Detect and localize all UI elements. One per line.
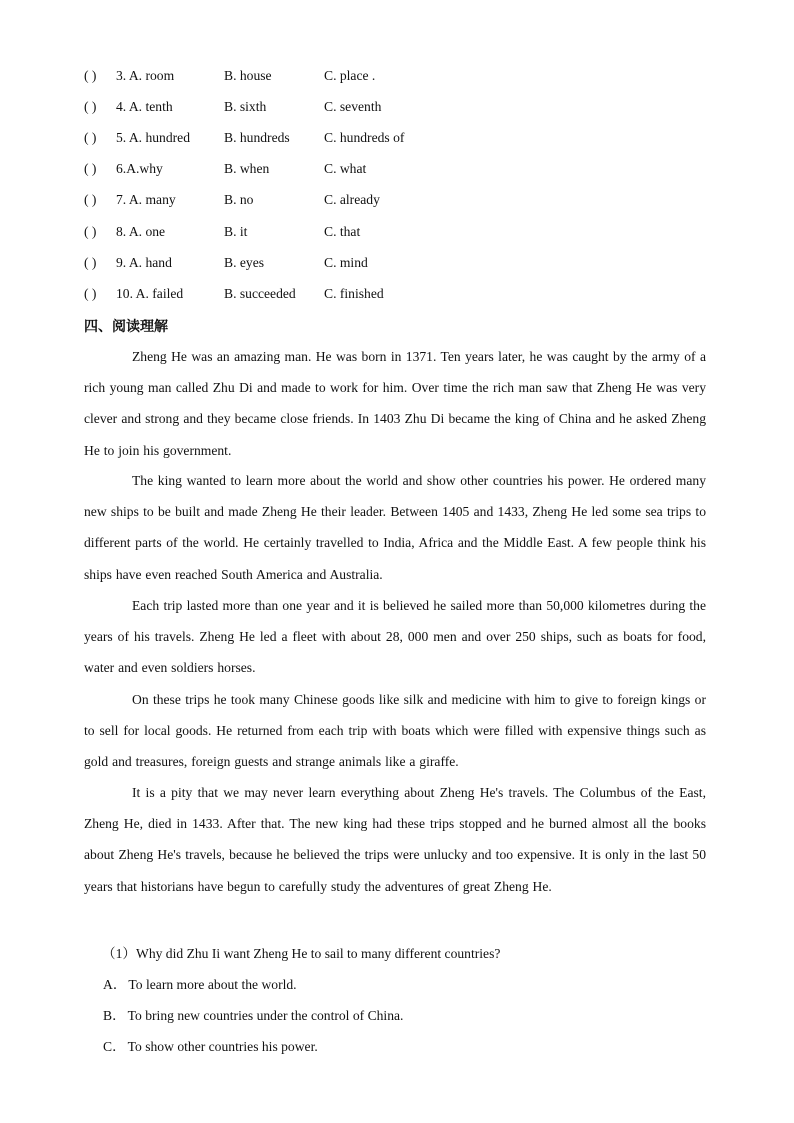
option-a: 3. A. room	[116, 68, 175, 83]
question-choice-c	[103, 1035, 318, 1055]
answer-paren: ( )	[84, 161, 97, 176]
option-a: 9. A. hand	[116, 255, 172, 270]
option-a: 10. A. failed	[116, 286, 184, 301]
choice-text: To bring new countries under the control of China.	[127, 1008, 404, 1023]
option-c: C. mind	[324, 255, 368, 270]
choice-text: To show other countries his power.	[127, 1039, 318, 1054]
answer-paren: ( )	[84, 255, 97, 270]
choice-text: To learn more about the world.	[128, 977, 297, 992]
option-a: 4. A. tenth	[116, 99, 173, 114]
question-choice-a	[103, 973, 297, 993]
option-c: C. what	[324, 161, 367, 176]
reading-paragraph-5: It is a pity that we may never learn everything about Zheng He's travels. The Columbus of the East, Zheng He, died in 1433. After that. The new king had these trips stopped and he burned almost all the books about Zheng He's travels, because he believed the trips were unlucky and too expensive. It is only in the last 50 years that historians have begun to carefully study the adventures of great Zheng He.	[84, 785, 706, 894]
answer-paren: ( )	[84, 286, 97, 301]
choice-label: B．	[103, 1008, 126, 1023]
option-b: B. sixth	[224, 99, 267, 114]
answer-paren: ( )	[84, 68, 97, 83]
choice-label: A．	[103, 977, 127, 992]
reading-paragraph-1: Zheng He was an amazing man. He was born in 1371. Ten years later, he was caught by the army of a rich young man called Zhu Di and made to work for him. Over time the rich man saw that Zheng He was very clever and strong and they became close friends. In 1403 Zhu Di became the king of China and he asked Zheng He to join his government.	[84, 349, 706, 458]
option-b: B. house	[224, 68, 272, 83]
answer-paren: ( )	[84, 99, 97, 114]
option-b: B. when	[224, 161, 270, 176]
option-c: C. hundreds of	[324, 130, 405, 145]
option-c: C. finished	[324, 286, 384, 301]
option-b: B. eyes	[224, 255, 265, 270]
option-a: 6.A.why	[116, 161, 163, 176]
option-c: C. already	[324, 192, 380, 207]
option-b: B. hundreds	[224, 130, 290, 145]
choice-label: C．	[103, 1039, 126, 1054]
option-c: C. place .	[324, 68, 376, 83]
answer-paren: ( )	[84, 224, 97, 239]
option-b: B. succeeded	[224, 286, 296, 301]
question-choice-b	[103, 1004, 403, 1024]
option-c: C. seventh	[324, 99, 382, 114]
reading-paragraph-2: The king wanted to learn more about the world and show other countries his power. He ordered many new ships to be built and made Zheng He their leader. Between 1405 and 1433, Zheng He led some sea trips to different parts of the world. He certainly travelled to India, Africa and the Middle East. A few people think his ships have even reached South America and Australia.	[84, 473, 706, 582]
option-b: B. it	[224, 224, 248, 239]
answer-paren: ( )	[84, 130, 97, 145]
option-a: 7. A. many	[116, 192, 176, 207]
option-b: B. no	[224, 192, 254, 207]
section-title: 四、阅读理解	[84, 319, 168, 335]
question-stem: （1）Why did Zhu Ii want Zheng He to sail to many different countries?	[102, 946, 501, 961]
option-c: C. that	[324, 224, 361, 239]
reading-paragraph-4: On these trips he took many Chinese goods like silk and medicine with him to give to foreign kings or to sell for local goods. He returned from each trip with boats which were filled with expensive things such as gold and treasures, foreign guests and strange animals like a giraffe.	[84, 692, 706, 770]
answer-paren: ( )	[84, 192, 97, 207]
reading-paragraph-3: Each trip lasted more than one year and it is believed he sailed more than 50,000 kilometres during the years of his travels. Zheng He led a fleet with about 28, 000 men and over 250 ships, such as boats for food, water and even soldiers horses.	[84, 598, 706, 676]
option-a: 8. A. one	[116, 224, 166, 239]
option-a: 5. A. hundred	[116, 130, 191, 145]
